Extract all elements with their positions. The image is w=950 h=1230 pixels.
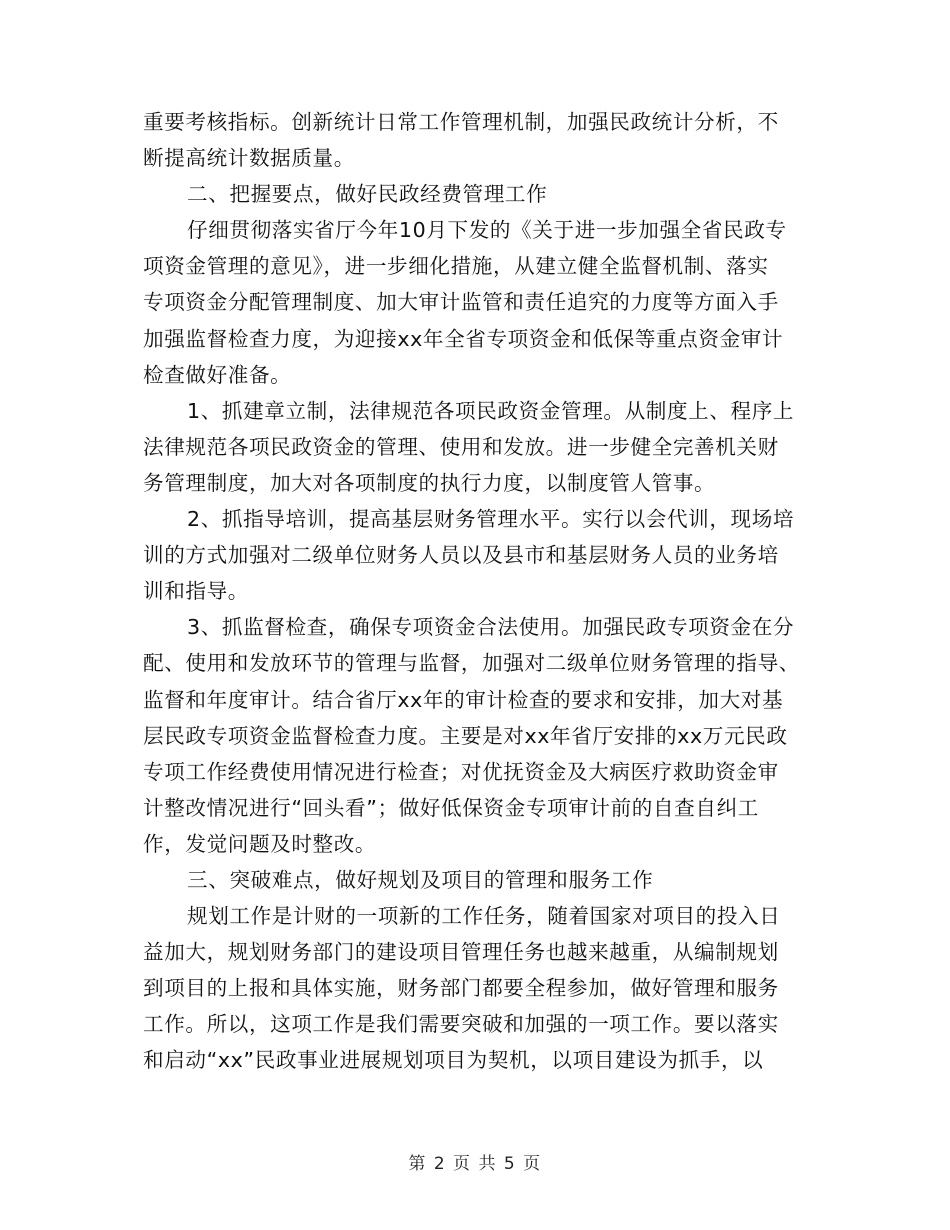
section-heading: 二、把握要点，做好民政经费管理工作	[187, 182, 548, 207]
section-heading: 三、突破难点，做好规划及项目的管理和服务工作	[187, 867, 654, 892]
text-line: 检查做好准备。	[143, 362, 292, 387]
text-line: 层民政专项资金监督检查力度。主要是对xx年省厅安排的xx万元民政	[143, 723, 788, 748]
text-line: 加强监督检查力度，为迎接xx年全省专项资金和低保等重点资金审计	[143, 326, 784, 351]
text-line: 训和指导。	[143, 579, 249, 604]
text-line: 重要考核指标。创新统计日常工作管理机制，加强民政统计分析，不	[143, 110, 779, 134]
text-line: 配、使用和发放环节的管理与监督，加强对二级单位财务管理的指导、	[143, 651, 801, 676]
text-line: 益加大，规划财务部门的建设项目管理任务也越来越重，从编制规划	[143, 940, 779, 965]
paragraph-first-line: 规划工作是计财的一项新的工作任务，随着国家对项目的投入日	[187, 904, 781, 929]
text-line: 专项资金分配管理制度、加大审计监管和责任追究的力度等方面入手	[143, 290, 779, 315]
paragraph-first-line: 3、抓监督检查，确保专项资金合法使用。加强民政专项资金在分	[187, 615, 795, 640]
text-line: 和启动“xx”民政事业进展规划项目为契机，以项目建设为抓手，以	[143, 1048, 764, 1073]
text-line: 断提高统计数据质量。	[143, 146, 355, 171]
text-line: 作，发觉问题及时整改。	[143, 831, 377, 856]
text-line: 项资金管理的意见》，进一步细化措施，从建立健全监督机制、落实	[143, 254, 769, 279]
text-line: 到项目的上报和具体实施，财务部门都要全程参加，做好管理和服务	[143, 976, 779, 1001]
text-line: 法律规范各项民政资金的管理、使用和发放。进一步健全完善机关财	[143, 434, 779, 459]
paragraph-first-line: 仔细贯彻落实省厅今年10月下发的《关于进一步加强全省民政专	[187, 218, 787, 243]
text-line: 监督和年度审计。结合省厅xx年的审计检查的要求和安排，加大对基	[143, 687, 784, 712]
text-line: 工作。所以，这项工作是我们需要突破和加强的一项工作。要以落实	[143, 1012, 779, 1037]
text-line: 专项工作经费使用情况进行检查；对优抚资金及大病医疗救助资金审	[143, 759, 779, 784]
body-text	[143, 104, 815, 1079]
text-line: 训的方式加强对二级单位财务人员以及县市和基层财务人员的业务培	[143, 543, 779, 568]
paragraph-first-line: 2、抓指导培训，提高基层财务管理水平。实行以会代训，现场培	[187, 507, 795, 532]
text-line: 务管理制度，加大对各项制度的执行力度，以制度管人管事。	[143, 470, 716, 495]
paragraph-first-line: 1、抓建章立制，法律规范各项民政资金管理。从制度上、程序上	[187, 398, 795, 423]
text-line: 计整改情况进行“回头看”；做好低保资金专项审计前的自查自纠工	[143, 795, 759, 820]
page-number-footer: 第 2 页 共 5 页	[408, 1154, 542, 1174]
